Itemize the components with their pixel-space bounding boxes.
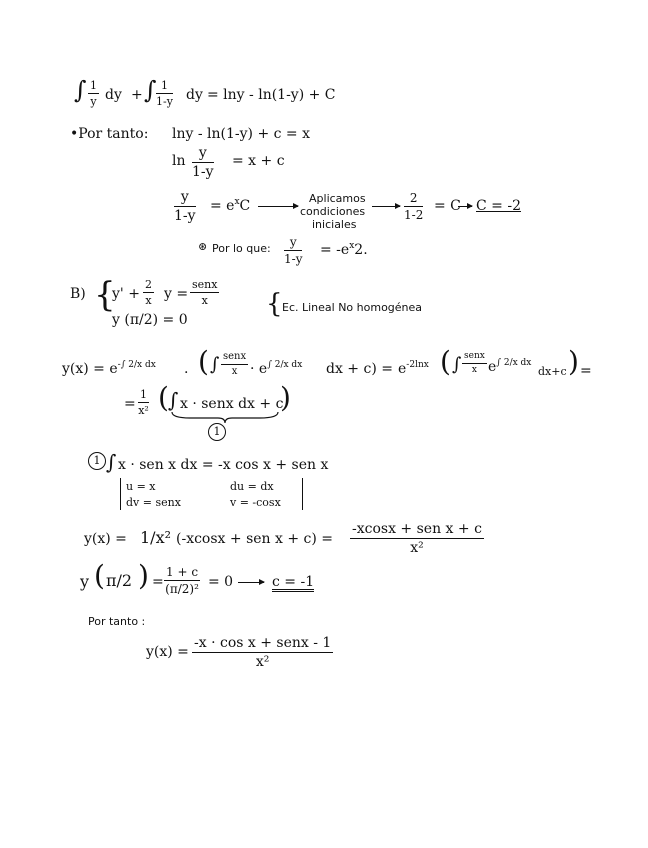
numerator: senx	[223, 351, 247, 362]
fraction-y-over-1-y	[192, 146, 214, 179]
exponent: -∫ 2/x dx	[117, 360, 156, 370]
yx-body: (-xcosx + sen x + c) =	[176, 531, 334, 547]
integral-sign: ∫	[144, 76, 157, 104]
arrow-icon	[238, 582, 264, 583]
dy-text: dy	[186, 87, 203, 103]
note-line: condiciones	[300, 205, 366, 218]
u-def: u = x	[126, 480, 156, 493]
paren: (	[440, 345, 451, 378]
numerator: y	[198, 145, 207, 161]
integrand: x · senx dx + c	[180, 396, 284, 412]
dx-plus-c: dx + c) =	[326, 361, 393, 377]
numerator: 1	[160, 79, 168, 92]
du-def: du = dx	[230, 480, 274, 493]
pi-over-2: π/2	[106, 571, 133, 590]
fraction-2-over-1-2	[404, 192, 423, 221]
paren: (	[198, 345, 209, 378]
fraction-senx-over-x	[462, 352, 487, 375]
denominator: x	[145, 294, 152, 307]
exponent: x	[234, 197, 240, 207]
fraction-1-over-y	[88, 80, 99, 107]
final-solution-a	[320, 243, 368, 257]
arrow-icon	[258, 206, 298, 207]
paren: )	[280, 381, 291, 414]
equals: =	[152, 574, 164, 590]
v-def: v = -cosx	[230, 496, 281, 509]
denominator: 1-2	[404, 208, 424, 222]
integral-sign: ∫	[452, 354, 462, 375]
exp-base: = e	[210, 198, 235, 214]
fraction-1-over-x2	[138, 389, 149, 416]
denominator: 1-y	[174, 208, 196, 224]
circled-number-icon: 1	[88, 452, 106, 470]
numerator: 1 + c	[166, 565, 199, 579]
denominator: x²	[138, 404, 149, 417]
equals: =	[124, 396, 136, 412]
dot: .	[184, 361, 189, 377]
part-b-label: B)	[70, 286, 86, 302]
denominator: x²	[410, 540, 424, 556]
dv-def: dv = senx	[126, 496, 181, 509]
ode-lhs: y' +	[112, 286, 140, 302]
left-brace: {	[94, 275, 116, 315]
paren: (	[158, 381, 169, 414]
dy-text: dy	[105, 87, 122, 103]
denominator: y	[90, 95, 97, 108]
integral-sign: ∫	[74, 76, 87, 104]
left-brace: {	[266, 289, 283, 319]
exp-factor	[250, 362, 302, 376]
integral-sign: ∫	[168, 388, 179, 412]
numerator: 1	[90, 79, 97, 92]
ode-y: y =	[164, 286, 189, 302]
note-line: Aplicamos	[309, 192, 366, 205]
plus-sign: +	[131, 87, 143, 103]
c-result: c = -1	[272, 574, 315, 590]
numerator: senx	[464, 351, 485, 361]
denominator: (π/2)²	[165, 582, 199, 596]
exp-factor	[488, 360, 531, 374]
fraction-ic	[164, 566, 200, 595]
fraction-final-solution	[192, 636, 333, 669]
factor: 2.	[354, 242, 368, 258]
numerator: senx	[192, 278, 218, 291]
numerator: -xcosx + sen x + c	[352, 521, 482, 537]
ln-text: ln	[172, 153, 186, 169]
note-line: iniciales	[312, 218, 357, 231]
rhs: = -e	[320, 242, 350, 258]
paren: )	[138, 559, 149, 592]
denominator: x	[471, 365, 477, 375]
fraction-2-over-x	[143, 279, 154, 306]
constant: C	[239, 198, 251, 214]
denominator: 1-y	[156, 95, 173, 108]
e: · e	[250, 361, 268, 377]
integral-sign: ∫	[210, 354, 220, 375]
initial-condition: y (π/2) = 0	[112, 312, 188, 328]
dx-plus-c: dx+c	[538, 365, 567, 378]
denominator: 1-y	[284, 252, 303, 266]
por-tanto-label: Por tanto :	[88, 615, 146, 628]
arrow-icon	[372, 206, 400, 207]
circled-dot-icon: ⊛	[198, 240, 208, 253]
numerator: y	[289, 235, 297, 249]
integral-result: = lny - ln(1-y) + C	[207, 87, 336, 103]
denominator: x²	[255, 654, 270, 670]
exponent: ∫ 2/x dx	[496, 358, 532, 368]
fraction-senx-over-x	[221, 352, 248, 377]
y-func: y	[80, 572, 90, 591]
denominator: x	[231, 366, 238, 377]
integral-sign: ∫	[106, 450, 117, 474]
yx-lhs: y(x) =	[84, 531, 127, 547]
exponent: ∫ 2/x dx	[267, 360, 303, 370]
numerator: 1	[140, 388, 147, 401]
por-lo-que-label: Por lo que:	[212, 242, 271, 255]
exponent: x	[349, 241, 355, 251]
exponent: -2lnx	[406, 360, 429, 370]
bracket-line	[120, 478, 121, 510]
fraction-y-over-1-y	[284, 236, 302, 265]
numerator: 2	[409, 191, 418, 205]
paren: )	[568, 345, 579, 378]
yx: y(x) = e	[62, 361, 118, 377]
bracket-line	[302, 478, 303, 510]
numerator: -x · cos x + senx - 1	[194, 635, 332, 651]
arrow-icon	[458, 206, 472, 207]
numerator: y	[180, 189, 189, 205]
fraction-1-over-1-y	[156, 80, 173, 107]
fraction-senx-over-x	[190, 279, 219, 306]
e: e	[398, 361, 407, 377]
paren: (	[94, 559, 105, 592]
fraction-y-over-1-y	[174, 190, 196, 223]
underbrace-icon	[170, 410, 280, 424]
equation-type-note: Ec. Lineal No homogénea	[282, 301, 423, 314]
general-lhs	[62, 362, 156, 376]
equals-zero: = 0	[208, 574, 234, 590]
numerator: 2	[145, 278, 152, 291]
one-over-x2: 1/x²	[140, 528, 172, 547]
e: e	[488, 359, 497, 375]
equals: =	[580, 363, 592, 379]
denominator: x	[201, 294, 208, 307]
c-result: C = -2	[476, 198, 521, 214]
final-lhs: y(x) =	[146, 644, 189, 660]
denominator: 1-y	[192, 164, 214, 180]
fraction-general-solution	[350, 522, 484, 555]
integral-by-parts: x · sen x dx = -x cos x + sen x	[118, 457, 329, 473]
por-tanto-label: •Por tanto:	[70, 126, 149, 142]
equation-line: lny - ln(1-y) + c = x	[172, 126, 310, 142]
circled-number-icon: 1	[208, 423, 226, 441]
equation-rhs	[210, 199, 250, 213]
equation-tail: = C	[434, 198, 461, 214]
exp-factor	[398, 362, 429, 376]
equation-rhs: = x + c	[232, 153, 285, 169]
